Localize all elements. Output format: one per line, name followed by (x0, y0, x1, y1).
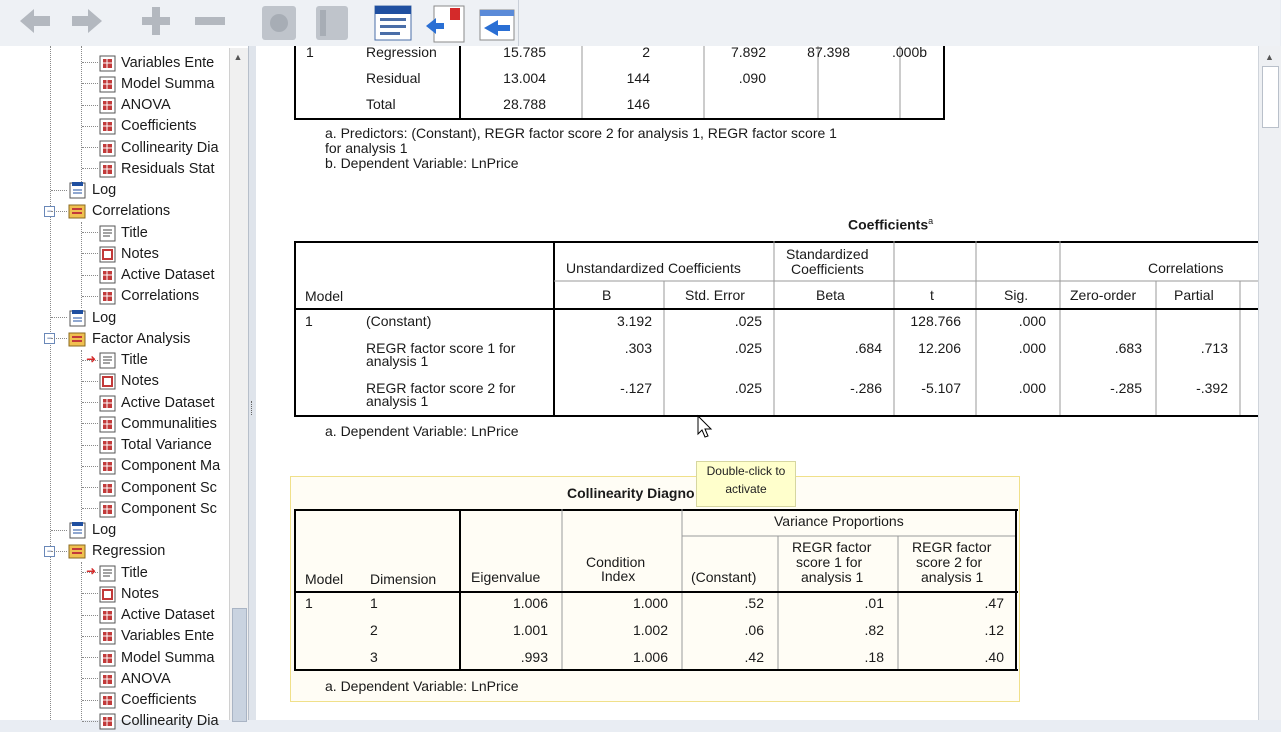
coef-header-b: B (602, 287, 612, 303)
coef-t: -5.107 (921, 380, 961, 396)
coef-header-std: Standardized (786, 246, 869, 262)
log-icon (66, 521, 88, 539)
output-scrollbar[interactable] (1258, 46, 1281, 720)
anova-footnote-a: a. Predictors: (Constant), REGR factor score 2 for analysis 1, REGR factor score 1 (325, 125, 837, 141)
anova-model: 1 (306, 44, 314, 60)
tree-item-label: ANOVA (121, 97, 171, 113)
tree-item-label: Model Summa (121, 649, 215, 666)
tree-item-label: Total Variance (121, 437, 212, 453)
collapse-minus-icon[interactable] (192, 4, 228, 38)
coef-header-sig: Sig. (1004, 287, 1029, 303)
tree-connector (82, 147, 98, 148)
col-header-factor2-b: score 2 for (916, 554, 983, 570)
output-viewer (256, 46, 1258, 720)
col-eigenvalue: .993 (520, 649, 548, 665)
coef-b: 3.192 (616, 313, 652, 329)
tree-guide (81, 562, 82, 720)
tree-item-label: Variables Ente (121, 628, 215, 645)
output-folder-icon (66, 330, 88, 348)
tree-connector (82, 253, 98, 254)
tree-connector (82, 62, 98, 63)
col-model: 1 (305, 595, 313, 611)
pivot-table-icon (97, 117, 117, 135)
anova-ms: 7.892 (730, 44, 766, 60)
tree-item[interactable] (97, 498, 217, 519)
tree-connector (51, 317, 67, 318)
tree-connector (82, 636, 98, 637)
coef-t: 12.206 (918, 340, 961, 356)
pivot-table-icon (97, 266, 117, 284)
notes-icon (97, 372, 117, 390)
pane-splitter[interactable] (249, 46, 256, 720)
activate-tooltip (696, 461, 796, 507)
col-header-factor1: REGR factor (792, 539, 872, 555)
tree-item[interactable] (66, 328, 190, 349)
mouse-cursor-icon (696, 414, 714, 440)
tree-connector (82, 402, 98, 403)
insert-heading-icon[interactable] (372, 4, 416, 42)
coef-zero-order: .683 (1114, 340, 1142, 356)
coef-header-t: t (930, 287, 934, 303)
col-factor2-proportion: .40 (984, 649, 1004, 665)
tree-connector (51, 211, 67, 212)
tree-connector (82, 83, 98, 84)
col-constant-proportion: .52 (744, 595, 764, 611)
pivot-table-icon (97, 96, 117, 114)
col-eigenvalue: 1.001 (512, 622, 548, 638)
toolbar (0, 0, 1280, 46)
tree-item-label: Communalities (121, 415, 217, 432)
tree-item-label: Correlations (92, 203, 171, 220)
tree-item[interactable] (66, 520, 116, 541)
tree-item[interactable] (66, 307, 116, 328)
collinearity-title: Collinearity Diagno (567, 485, 695, 501)
pivot-table-icon (97, 627, 117, 645)
tree-item-label: Factor Analysis (92, 330, 191, 347)
pivot-table-icon (97, 394, 117, 412)
col-dimension: 3 (370, 649, 378, 665)
coef-header-zero-order: Zero-order (1070, 287, 1137, 303)
tree-item[interactable] (97, 647, 214, 668)
anova-ss: 13.004 (503, 70, 546, 86)
col-factor1-proportion: .01 (864, 595, 884, 611)
tree-connector (82, 700, 98, 701)
tree-item[interactable] (97, 711, 219, 732)
anova-df: 2 (642, 44, 650, 60)
tree-connector (82, 615, 98, 616)
show-icon[interactable] (258, 4, 302, 42)
coef-header-unstd: Unstandardized Coefficients (566, 260, 741, 276)
tree-item[interactable] (97, 626, 214, 647)
pivot-table-icon (97, 287, 117, 305)
collinearity-footnote: a. Dependent Variable: LnPrice (325, 678, 519, 694)
tree-item-label: Log (92, 522, 117, 538)
tree-item-label: Notes (121, 585, 159, 602)
tree-connector (82, 168, 98, 169)
pivot-table-icon (97, 649, 117, 667)
coef-zero-order: -.285 (1110, 380, 1142, 396)
collapse-toggle-icon[interactable]: − (44, 206, 55, 217)
title-icon (97, 351, 117, 369)
coef-header-model: Model (305, 288, 344, 304)
tree-item-label: Active Dataset (121, 607, 215, 623)
tree-item[interactable] (97, 137, 219, 158)
tree-guide (50, 46, 51, 720)
coef-header-std-cont: Coefficients (791, 261, 864, 277)
tree-item[interactable] (97, 562, 148, 583)
toolbar-divider (518, 0, 519, 46)
coef-name: REGR factor score 2 for (366, 380, 516, 396)
coef-partial: -.392 (1196, 380, 1228, 396)
coef-se: .025 (734, 340, 762, 356)
tree-item-label: Log (92, 182, 117, 198)
tree-item-label: Coefficients (121, 118, 197, 135)
tree-item-label: Active Dataset (121, 394, 215, 411)
tree-item[interactable] (97, 690, 197, 711)
tree-item-label: Coefficients (121, 692, 197, 708)
coef-model: 1 (305, 313, 313, 329)
anova-footnote-b: b. Dependent Variable: LnPrice (325, 155, 519, 171)
tree-connector (51, 190, 67, 191)
pivot-table-icon (97, 160, 117, 178)
output-folder-icon (66, 202, 88, 220)
tree-item[interactable] (97, 116, 197, 137)
coef-beta: -.286 (850, 380, 882, 396)
tree-connector (82, 232, 98, 233)
coef-sig: .000 (1018, 380, 1046, 396)
coef-header-se: Std. Error (685, 287, 745, 303)
col-header-variance-proportions: Variance Proportions (774, 513, 904, 529)
pivot-table-icon (97, 415, 117, 433)
tree-item-label: Notes (121, 373, 159, 390)
tree-item-label: Collinearity Dia (121, 713, 219, 730)
anova-footnote-a-cont: for analysis 1 (325, 140, 408, 156)
col-factor2-proportion: .12 (984, 622, 1004, 638)
coef-name-cont: analysis 1 (366, 353, 429, 369)
insert-text-icon[interactable] (476, 4, 518, 44)
coefficients-title: Coefficients$^a$ (848, 216, 934, 233)
col-factor1-proportion: .82 (864, 622, 884, 638)
pivot-table-icon (97, 606, 117, 624)
tree-item-label: Component Ma (121, 458, 221, 475)
tooltip-line-1: Double-click to (706, 464, 786, 478)
tree-item-label: Log (92, 309, 117, 326)
tree-item[interactable] (97, 222, 148, 243)
title-icon (97, 224, 117, 242)
current-item-arrow-icon: ➜ (86, 351, 97, 366)
tree-item[interactable] (97, 95, 171, 116)
splitter-grip[interactable] (251, 401, 255, 415)
tree-item[interactable] (97, 583, 159, 604)
tree-connector (82, 657, 98, 658)
tree-connector (82, 508, 98, 509)
tree-connector (82, 275, 98, 276)
tree-connector (51, 530, 67, 531)
col-header-factor1-b: score 1 for (796, 554, 863, 570)
coef-b: .303 (624, 340, 652, 356)
anova-df: 144 (626, 70, 650, 86)
col-condition-index: 1.006 (632, 649, 668, 665)
tree-item[interactable] (97, 435, 212, 456)
anova-row-name: Residual (366, 70, 421, 86)
tree-item-label: Notes (121, 245, 159, 262)
tree-item[interactable] (97, 286, 199, 307)
forward-arrow-icon[interactable] (68, 4, 106, 38)
coef-sig: .000 (1018, 340, 1046, 356)
tree-item[interactable] (97, 456, 220, 477)
output-scroll-thumb[interactable] (1262, 66, 1279, 128)
tree-item-label: Title (121, 224, 148, 241)
output-scroll-up-icon[interactable]: ▲ (1265, 52, 1274, 62)
coef-t: 128.766 (910, 313, 961, 329)
outline-scrollbar[interactable] (229, 48, 248, 720)
tree-item[interactable] (97, 158, 215, 179)
col-constant-proportion: .42 (744, 649, 764, 665)
tree-item-label: Component Sc (121, 479, 217, 496)
col-header-factor1-c: analysis 1 (801, 569, 864, 585)
tree-item[interactable] (97, 371, 159, 392)
col-header-dimension: Dimension (370, 571, 437, 587)
anova-ss: 15.785 (503, 44, 546, 60)
tree-connector (82, 721, 98, 722)
pivot-table-icon (97, 457, 117, 475)
tree-connector (82, 593, 98, 594)
col-eigenvalue: 1.006 (512, 595, 548, 611)
tree-connector (82, 126, 98, 127)
col-dimension: 1 (370, 595, 378, 611)
anova-sig: .000b (892, 44, 928, 60)
outline-pane (0, 46, 249, 730)
pivot-table-icon (97, 691, 117, 709)
tree-item[interactable] (97, 392, 215, 413)
tree-connector (82, 296, 98, 297)
log-icon (66, 309, 88, 327)
tree-guide (81, 46, 82, 196)
coef-partial: .713 (1200, 340, 1228, 356)
col-condition-index: 1.000 (632, 595, 668, 611)
tree-item[interactable] (97, 605, 215, 626)
col-condition-index: 1.002 (632, 622, 668, 638)
insert-title-icon[interactable] (424, 4, 468, 44)
tree-item-label: Correlations (121, 288, 200, 305)
tree-connector (51, 551, 67, 552)
tree-item-label: Regression (92, 543, 166, 560)
tree-item-label: Collinearity Dia (121, 139, 219, 156)
coef-beta: .684 (854, 340, 882, 356)
pivot-table-icon (97, 500, 117, 518)
tree-connector (82, 466, 98, 467)
current-item-arrow-icon: ➜ (86, 564, 97, 578)
col-header-eigenvalue: Eigenvalue (471, 569, 541, 585)
tree-item[interactable] (97, 350, 148, 371)
coef-se: .025 (734, 380, 762, 396)
pivot-table-icon (97, 670, 117, 688)
pivot-table-icon (97, 712, 117, 730)
title-icon (97, 564, 117, 582)
pivot-table-icon (97, 139, 117, 157)
col-dimension: 2 (370, 622, 378, 638)
tree-item-label: Component Sc (121, 500, 217, 517)
tree-item-label: Variables Ente (121, 54, 215, 71)
col-header-factor2-c: analysis 1 (921, 569, 984, 585)
coef-sig: .000 (1018, 313, 1046, 329)
coef-header-correlations: Correlations (1148, 260, 1224, 276)
notes-icon (97, 585, 117, 603)
log-icon (66, 181, 88, 199)
coef-footnote: a. Dependent Variable: LnPrice (325, 423, 519, 439)
notes-icon (97, 245, 117, 263)
tree-item-label: Residuals Stat (121, 160, 215, 177)
col-factor1-proportion: .18 (864, 649, 884, 665)
tree-connector (82, 105, 98, 106)
tree-item-label: Active Dataset (121, 267, 215, 283)
tree-guide (81, 350, 82, 520)
anova-f: 87.398 (807, 44, 850, 60)
coef-name-cont: analysis 1 (366, 393, 429, 409)
tree-item[interactable] (97, 243, 159, 264)
pivot-table-icon (97, 479, 117, 497)
tree-item[interactable] (66, 180, 116, 201)
pivot-table-icon (97, 436, 117, 454)
anova-ms: .090 (738, 70, 766, 86)
anova-row-name: Regression (366, 44, 437, 60)
tooltip-line-2: activate (725, 482, 767, 496)
tree-item[interactable] (97, 477, 217, 498)
coef-header-beta: Beta (816, 287, 845, 303)
tree-item[interactable] (97, 668, 171, 689)
scroll-up-arrow-icon[interactable]: ▲ (233, 52, 243, 62)
tree-item[interactable] (97, 52, 214, 73)
output-folder-icon (66, 542, 88, 560)
coef-header-partial: Partial (1174, 287, 1214, 303)
tree-item[interactable] (97, 73, 214, 94)
tree-item[interactable] (97, 265, 215, 286)
anova-row-name: Total (366, 96, 396, 112)
pivot-table-icon (97, 75, 117, 93)
tree-connector (82, 423, 98, 424)
expand-plus-icon[interactable] (138, 4, 174, 38)
tree-item-label: Title (121, 352, 148, 368)
coef-name: (Constant) (366, 313, 432, 329)
col-header-constant: (Constant) (691, 569, 757, 585)
coef-se: .025 (734, 313, 762, 329)
tree-item-label: Model Summa (121, 75, 215, 92)
hide-icon[interactable] (312, 4, 352, 42)
tree-item[interactable] (66, 201, 170, 222)
tree-item[interactable] (66, 541, 165, 562)
tree-connector (82, 487, 98, 488)
tree-item-label: Title (121, 564, 148, 581)
coef-name: REGR factor score 1 for (366, 340, 516, 356)
collapse-toggle-icon[interactable]: − (44, 333, 55, 344)
tree-connector (82, 381, 98, 382)
col-header-index: Index (601, 568, 636, 584)
tree-connector (82, 678, 98, 679)
coef-b: -.127 (620, 380, 652, 396)
pivot-table-icon (97, 54, 117, 72)
col-header-factor2: REGR factor (912, 539, 992, 555)
anova-ss: 28.788 (503, 96, 546, 112)
col-header-model: Model (305, 571, 344, 587)
collapse-toggle-icon[interactable]: − (44, 546, 55, 557)
tree-connector (51, 338, 67, 339)
outline-scroll-thumb[interactable] (232, 608, 247, 722)
anova-df: 146 (626, 96, 650, 112)
col-header-condition: Condition (586, 554, 646, 570)
tree-item[interactable] (97, 413, 217, 434)
col-constant-proportion: .06 (744, 622, 764, 638)
tree-connector (82, 445, 98, 446)
col-factor2-proportion: .47 (984, 595, 1004, 611)
back-arrow-icon[interactable] (16, 4, 54, 38)
tree-item-label: ANOVA (121, 670, 171, 687)
